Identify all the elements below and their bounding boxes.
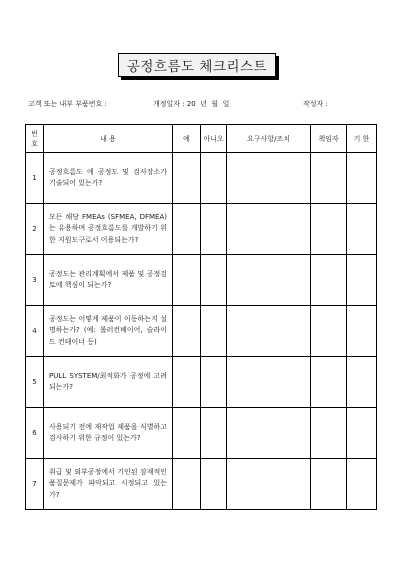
yes-cell[interactable] <box>173 204 201 255</box>
owner-cell[interactable] <box>311 306 347 357</box>
row-number: 5 <box>26 357 44 408</box>
row-content: 공정흐름도 에 공정도 및 검사장소가 기술되어 있는가? <box>44 153 173 204</box>
no-cell[interactable] <box>201 459 227 510</box>
no-cell[interactable] <box>201 153 227 204</box>
header-number <box>26 125 44 153</box>
yes-cell[interactable] <box>173 459 201 510</box>
row-number: 7 <box>26 459 44 510</box>
row-number: 2 <box>26 204 44 255</box>
row-number: 1 <box>26 153 44 204</box>
deadline-cell[interactable] <box>347 408 377 459</box>
no-cell[interactable] <box>201 306 227 357</box>
requirements-cell[interactable] <box>227 255 311 306</box>
requirements-cell[interactable] <box>227 153 311 204</box>
row-content: 모든 해당 FMEAs (SFMEA, DFMEA)는 유용하며 공정흐름도를 개발하기 위한 지원도구로서 이용되는가? <box>44 204 173 255</box>
customer-part-number-label: 고객 또는 내부 부품번호 : <box>28 100 107 108</box>
deadline-cell[interactable] <box>347 306 377 357</box>
no-cell[interactable] <box>201 357 227 408</box>
row-number: 6 <box>26 408 44 459</box>
yes-cell[interactable] <box>173 255 201 306</box>
author-label: 작성자 : <box>303 100 328 108</box>
table-row <box>26 459 377 510</box>
owner-cell[interactable] <box>311 408 347 459</box>
deadline-cell[interactable] <box>347 204 377 255</box>
row-content: 공정도는 어떻게 제품이 이동하는지 설명하는가? (예: 롤러컨베이어, 슬라이드 컨테이너 등) <box>44 306 173 357</box>
requirements-cell[interactable] <box>227 306 311 357</box>
owner-cell[interactable] <box>311 153 347 204</box>
deadline-cell[interactable] <box>347 357 377 408</box>
table-row <box>26 255 377 306</box>
yes-cell[interactable] <box>173 357 201 408</box>
requirements-cell[interactable] <box>227 408 311 459</box>
table-header-row <box>26 125 377 153</box>
header-number-line2: 호 <box>31 139 38 148</box>
row-content: 사용되기 전에 재작업 제품을 식별하고 검사하기 위한 규정이 있는가? <box>44 408 173 459</box>
row-content: PULL SYSTEM/최적화가 공정에 고려되는가? <box>44 357 173 408</box>
table-row <box>26 408 377 459</box>
yes-cell[interactable] <box>173 306 201 357</box>
table-row <box>26 357 377 408</box>
no-cell[interactable] <box>201 255 227 306</box>
revision-date-label: 개정일자 : 20 년 월 일 <box>153 100 230 108</box>
row-content: 공정도는 관리계획에서 제품 및 공정검토에 핵심이 되는가? <box>44 255 173 306</box>
requirements-cell[interactable] <box>227 459 311 510</box>
owner-cell[interactable] <box>311 459 347 510</box>
row-number: 4 <box>26 306 44 357</box>
table-row <box>26 204 377 255</box>
header-content: 내 용 <box>44 125 173 153</box>
owner-cell[interactable] <box>311 357 347 408</box>
row-number: 3 <box>26 255 44 306</box>
yes-cell[interactable] <box>173 408 201 459</box>
deadline-cell[interactable] <box>347 153 377 204</box>
requirements-cell[interactable] <box>227 204 311 255</box>
owner-cell[interactable] <box>311 204 347 255</box>
header-yes: 예 <box>173 125 201 153</box>
document-title-text: 공정흐름도 체크리스트 <box>126 59 268 75</box>
header-owner: 책임자 <box>311 125 347 153</box>
deadline-cell[interactable] <box>347 459 377 510</box>
yes-cell[interactable] <box>173 153 201 204</box>
header-no: 아니오 <box>201 125 227 153</box>
header-deadline: 기 한 <box>347 125 377 153</box>
header-requirements: 요구사항/조치 <box>227 125 311 153</box>
row-content: 취급 및 외부공정에서 기인된 잠재적인 품질문제가 파악되고 시정되고 있는가? <box>44 459 173 510</box>
document-title <box>118 53 276 77</box>
requirements-cell[interactable] <box>227 357 311 408</box>
owner-cell[interactable] <box>311 255 347 306</box>
table-row <box>26 153 377 204</box>
header-number-line1: 번 <box>31 129 38 138</box>
deadline-cell[interactable] <box>347 255 377 306</box>
no-cell[interactable] <box>201 408 227 459</box>
checklist-table <box>25 124 377 510</box>
no-cell[interactable] <box>201 204 227 255</box>
table-row <box>26 306 377 357</box>
